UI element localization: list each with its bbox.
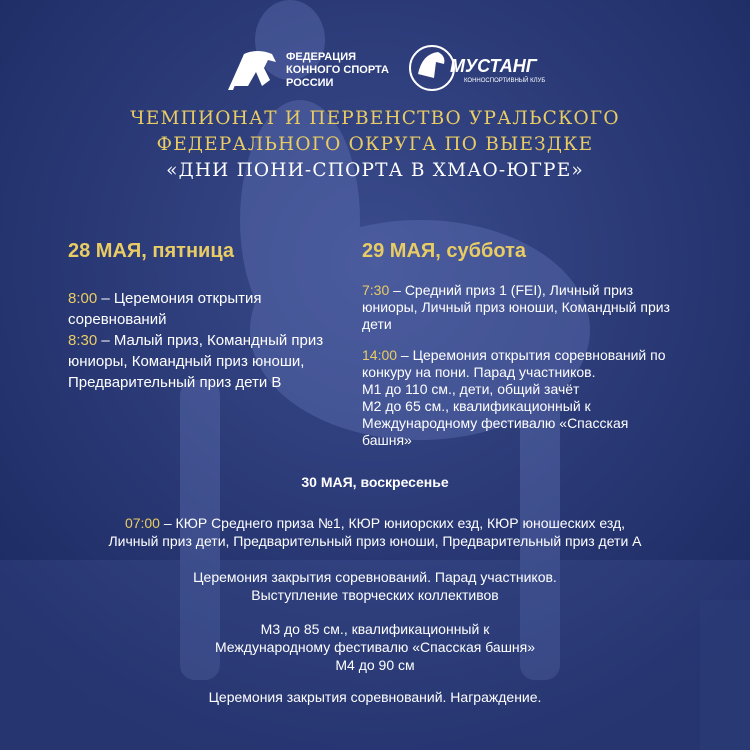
day1-event-2 (68, 330, 333, 393)
title-line-3: «ДНИ ПОНИ-СПОРТА В ХМАО-ЮГРЕ» (166, 160, 584, 181)
day3-jumping-m3: М3 до 85 см., квалификационный к (260, 621, 490, 637)
day1-event-1-text: – Церемония открытия соревнований (68, 290, 262, 328)
day3-jumping-m4: М4 до 90 см (335, 657, 415, 673)
federation-name: ФЕДЕРАЦИЯ КОННОГО СПОРТА РОССИИ (286, 51, 389, 89)
day1-heading: 28 МАЯ, пятница (68, 240, 234, 262)
day2-event-1 (362, 282, 672, 333)
day3-awards: Церемония закрытия соревнований. Награждение. (208, 689, 542, 705)
day1-event-1-time: 8:00 (68, 290, 98, 307)
day3-closing-parade (0, 568, 750, 604)
mustang-horse-icon (406, 44, 546, 94)
title-line-2: ФЕДЕРАЛЬНОГО ОКРУГА ПО ВЫЕЗДКЕ (156, 134, 594, 155)
mustang-logo (406, 44, 546, 94)
day3-event-1-line2: Личный приз дети, Предварительный приз юноши, Предварительный приз дети А (108, 533, 642, 549)
title-line-1: ЧЕМПИОНАТ И ПЕРВЕНСТВО УРАЛЬСКОГО (130, 108, 620, 129)
day3-heading: 30 МАЯ, воскресенье (301, 474, 449, 490)
day2-heading: 29 МАЯ, суббота (362, 240, 526, 262)
day2-event-2-m1: М1 до 110 см., дети, общий зачёт (362, 381, 580, 397)
day2-event-1-time: 7:30 (362, 282, 390, 298)
mustang-name: МУСТАНГ (450, 56, 537, 76)
day3-closing-parade-line2: Выступление творческих коллективов (251, 587, 499, 603)
day1-event-2-text: – Малый приз, Командный приз юниоры, Командный приз юноши, Предварительный приз дети В (68, 332, 324, 391)
day3-jumping-m3-cont: Международному фестивалю «Спасская башня» (214, 639, 536, 655)
day2-event-2 (362, 347, 672, 381)
day3-closing-parade-line1: Церемония закрытия соревнований. Парад участников. (193, 569, 557, 585)
event-title (0, 106, 750, 184)
mustang-subtitle: КОННОСПОРТИВНЫЙ КЛУБ (464, 78, 546, 84)
day2-event-1-text: – Средний приз 1 (FEI), Личный приз юниоры, Личный приз юноши, Командный приз дети (362, 282, 670, 332)
day1-event-2-time: 8:30 (68, 332, 98, 349)
day2-schedule (362, 282, 672, 449)
day3-event-1 (0, 514, 750, 550)
day1-schedule (68, 288, 333, 393)
day3-jumping (0, 620, 750, 674)
day3-event-1-text: – КЮР Среднего приза №1, КЮР юниорских езд, КЮР юношеских езд, (159, 515, 626, 531)
day1-event-1 (68, 288, 333, 330)
day2-event-2-time: 14:00 (362, 347, 398, 363)
federation-logo (224, 46, 394, 96)
day3-event-1-time: 07:00 (124, 515, 160, 531)
day2-event-2-text: – Церемония открытия соревнований по конкуру на пони. Парад участников. (362, 347, 666, 380)
day2-event-2-m2: М2 до 65 см., квалификационный к Международному фестивалю «Спасская башня» (362, 398, 629, 448)
horse-head-icon (224, 46, 282, 94)
